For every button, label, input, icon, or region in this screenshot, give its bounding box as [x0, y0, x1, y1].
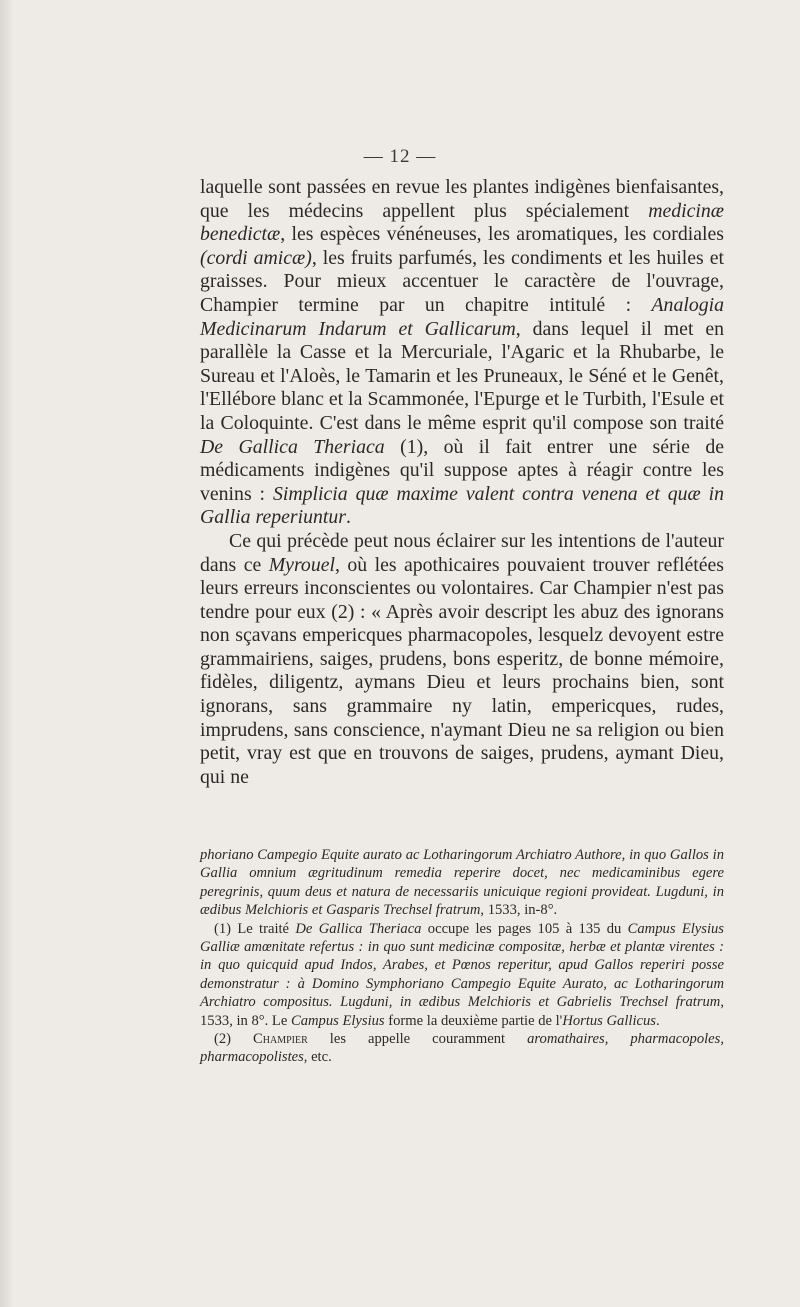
footnote-1: [200, 920, 724, 1030]
text-run: (1), où il fait entrer une série de médicaments indigènes qu'il suppose aptes à réagir contre les venins :: [200, 435, 725, 505]
italic-title: De Gallica Theriaca: [295, 920, 422, 937]
text-run: , les espèces vénéneuses, les aromatiques, les cordiales: [280, 223, 724, 246]
text-run: , où les apothicaires pouvaient trouver reflétées leurs erreurs inconscientes ou volontaires. Car Champier n'est pas tendre pour eux (2) : « Après avoir descript les abuz des ignorans non sçavans empericques pharmacopoles, lesquelz devoyent estre grammairiens, saiges, prudens, bons esperitz, de bonne mémoire, fidèles, diligentz, aymans Dieu et leurs prochains bien, sont ignorans, sans grammaire ny latin, empericques, rudes, imprudens, sans conscience, n'aymant Dieu ne sa religion ou bien petit, vray est que en trouvons de saiges, prudens, aymant Dieu, qui ne: [200, 553, 724, 788]
text-run: , 1533, in 8°. Le: [200, 994, 724, 1029]
text-run: , dans lequel il met en parallèle la Casse et la Mercuriale, l'Agaric et la Rhubarbe, le Sureau et l'Aloès, le Tamarin et les Pruneaux, le Séné et le Genêt, l'Ellébore blanc et la Scammonée, l'Epurge et le Turbith, l'Esule et la Coloquinte. C'est dans le même esprit qu'il compose son traité: [200, 317, 724, 434]
text-run: Ce qui précède peut nous éclairer sur les intentions de l'auteur dans ce: [200, 529, 724, 576]
text-run: .: [655, 1012, 660, 1029]
italic-quote: Simplicia quæ maxime valent contra venena et quæ in Gallia reperiuntur: [200, 482, 724, 529]
page-gutter-shadow: [0, 0, 14, 1307]
italic-title: Myrouel: [268, 553, 335, 576]
italic-title: Hortus Gallicus: [562, 1012, 656, 1029]
page-number: — 12 —: [363, 146, 437, 167]
text-run: (1) Le traité: [214, 920, 296, 937]
text-run: (2): [214, 1031, 254, 1048]
text-run: , etc.: [303, 1049, 332, 1066]
paragraph-1: [200, 176, 724, 530]
text-run: les appelle couramment: [307, 1031, 528, 1048]
italic-term: aromathaires, pharmacopoles, pharmacopolistes: [200, 1031, 724, 1066]
footnotes: [200, 846, 724, 1067]
italic-term: (cordi amicæ): [200, 246, 312, 269]
italic-title: Campus Elysius: [290, 1012, 385, 1029]
text-run: , 1533, in-8°.: [480, 902, 558, 919]
italic-term: medicinæ benedictæ: [200, 199, 724, 246]
italic-title: Analogia Medicinarum Indarum et Gallicarum: [200, 293, 724, 340]
text-run: forme la deuxième partie de l': [384, 1012, 563, 1029]
main-text: [200, 176, 724, 789]
paragraph-2: [200, 530, 724, 790]
text-run: .: [345, 506, 351, 529]
italic-title: Campus Elysius Galliæ amœnitate refertus : in quo sunt medicinæ compositæ, herbæ et plantæ virentes : in quo quicquid apud Indos, Arabes, et Pœnos reperitur, apud Gallos reperiri posse demonstratur : à Domino Symphoriano Campegio Equite Aurato, ac Lotharingorum Archiatro compositus. Lugduni, in ædibus Melchioris et Gabrielis Trechsel fratrum: [200, 920, 724, 1011]
italic-title: phoriano Campegio Equite aurato ac Lotharingorum Archiatro Authore, in quo Gallos in Gallia omnium ægritudinum remedia reperire docet, nec medicaminibus egere peregrinis, quum deus et natura de necessariis unicuique regioni provideat. Lugduni, in ædibus Melchioris et Gasparis Trechsel fratrum: [200, 847, 724, 919]
text-run: occupe les pages 105 à 135 du: [421, 920, 628, 937]
text-run: , les fruits parfumés, les condiments et les huiles et graisses. Pour mieux accentuer le caractère de l'ouvrage, Champier termine par un chapitre intitulé :: [200, 246, 724, 316]
footnote-continuation: [200, 846, 724, 920]
author-name: Champier: [253, 1031, 308, 1048]
italic-title: De Gallica Theriaca: [200, 435, 385, 458]
footnote-2: [200, 1030, 724, 1067]
text-run: laquelle sont passées en revue les plantes indigènes bienfaisantes, que les médecins appellent plus spécialement: [200, 176, 724, 222]
